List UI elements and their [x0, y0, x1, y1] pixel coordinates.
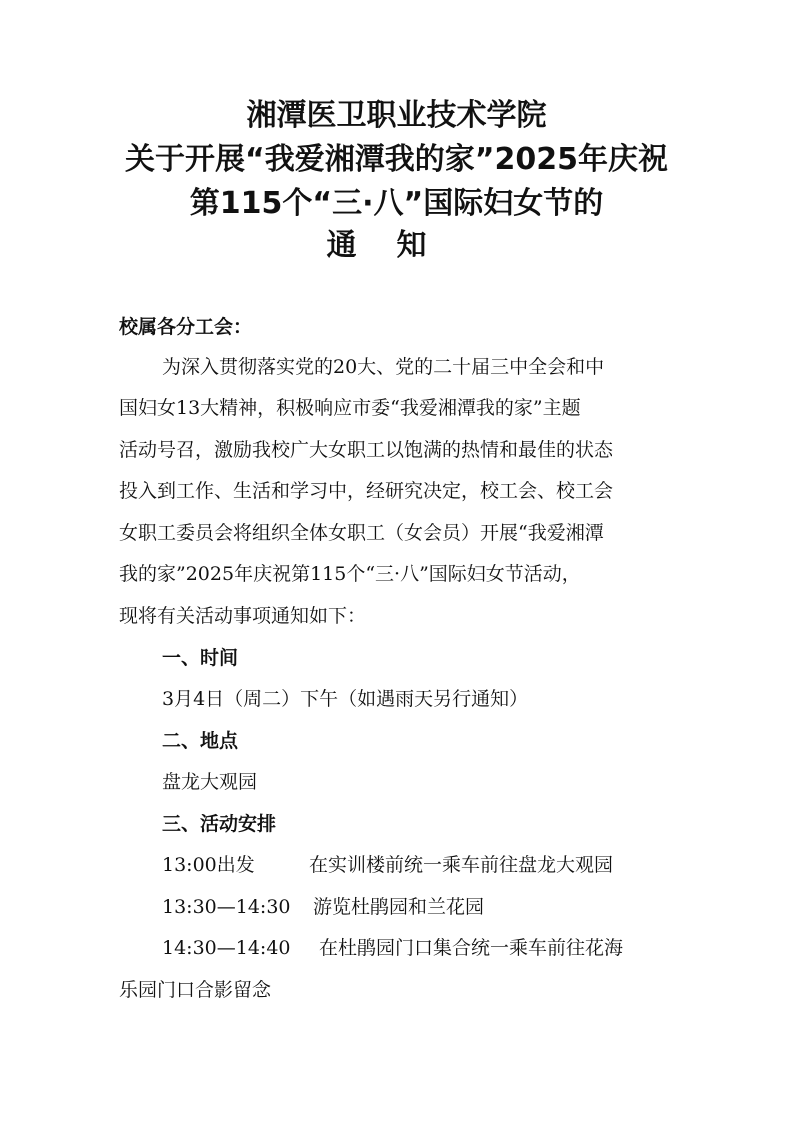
section-heading-schedule: 三、活动安排 [162, 813, 277, 835]
intro-line-4: 投入到工作、生活和学习中，经研究决定，校工会、校工会 [119, 480, 614, 502]
schedule-desc-2: 游览杜鹃园和兰花园 [313, 896, 485, 918]
schedule-time-2: 13:30—14:30 [162, 896, 291, 918]
time-text: 3月4日（周二）下午（如遇雨天另行通知） [162, 688, 529, 710]
section-heading-time: 一、时间 [162, 647, 239, 669]
place-text: 盘龙大观园 [162, 771, 258, 793]
section-heading-place: 二、地点 [162, 730, 239, 752]
title-line-1: 湘潭医卫职业技术学院 [246, 98, 547, 133]
schedule-desc-3: 在杜鹃园门口集合统一乘车前往花海 [319, 937, 624, 959]
title-line-4: 通知 [326, 228, 467, 263]
title-line-2: 关于开展“我爱湘潭我的家”2025年庆祝 [125, 142, 668, 177]
schedule-desc-1: 在实训楼前统一乘车前往盘龙大观园 [309, 854, 614, 876]
salutation: 校属各分工会： [119, 316, 253, 338]
title-line-3: 第115个“三·八”国际妇女节的 [189, 186, 604, 221]
intro-line-2: 国妇女13大精神，积极响应市委“我爱湘潭我的家”主题 [119, 397, 581, 419]
schedule-time-3: 14:30—14:40 [162, 937, 291, 959]
intro-line-7: 现将有关活动事项通知如下： [119, 605, 367, 627]
intro-line-5: 女职工委员会将组织全体女职工（女会员）开展“我爱湘潭 [119, 522, 604, 544]
intro-line-3: 活动号召，激励我校广大女职工以饱满的热情和最佳的状态 [119, 439, 614, 461]
schedule-time-1: 13:00出发 [162, 854, 255, 876]
intro-line-1: 为深入贯彻落实党的20大、党的二十届三中全会和中 [162, 356, 605, 378]
schedule-desc-3-continued: 乐园门口合影留念 [119, 979, 272, 1001]
intro-line-6: 我的家”2025年庆祝第115个“三·八”国际妇女节活动， [119, 563, 581, 585]
